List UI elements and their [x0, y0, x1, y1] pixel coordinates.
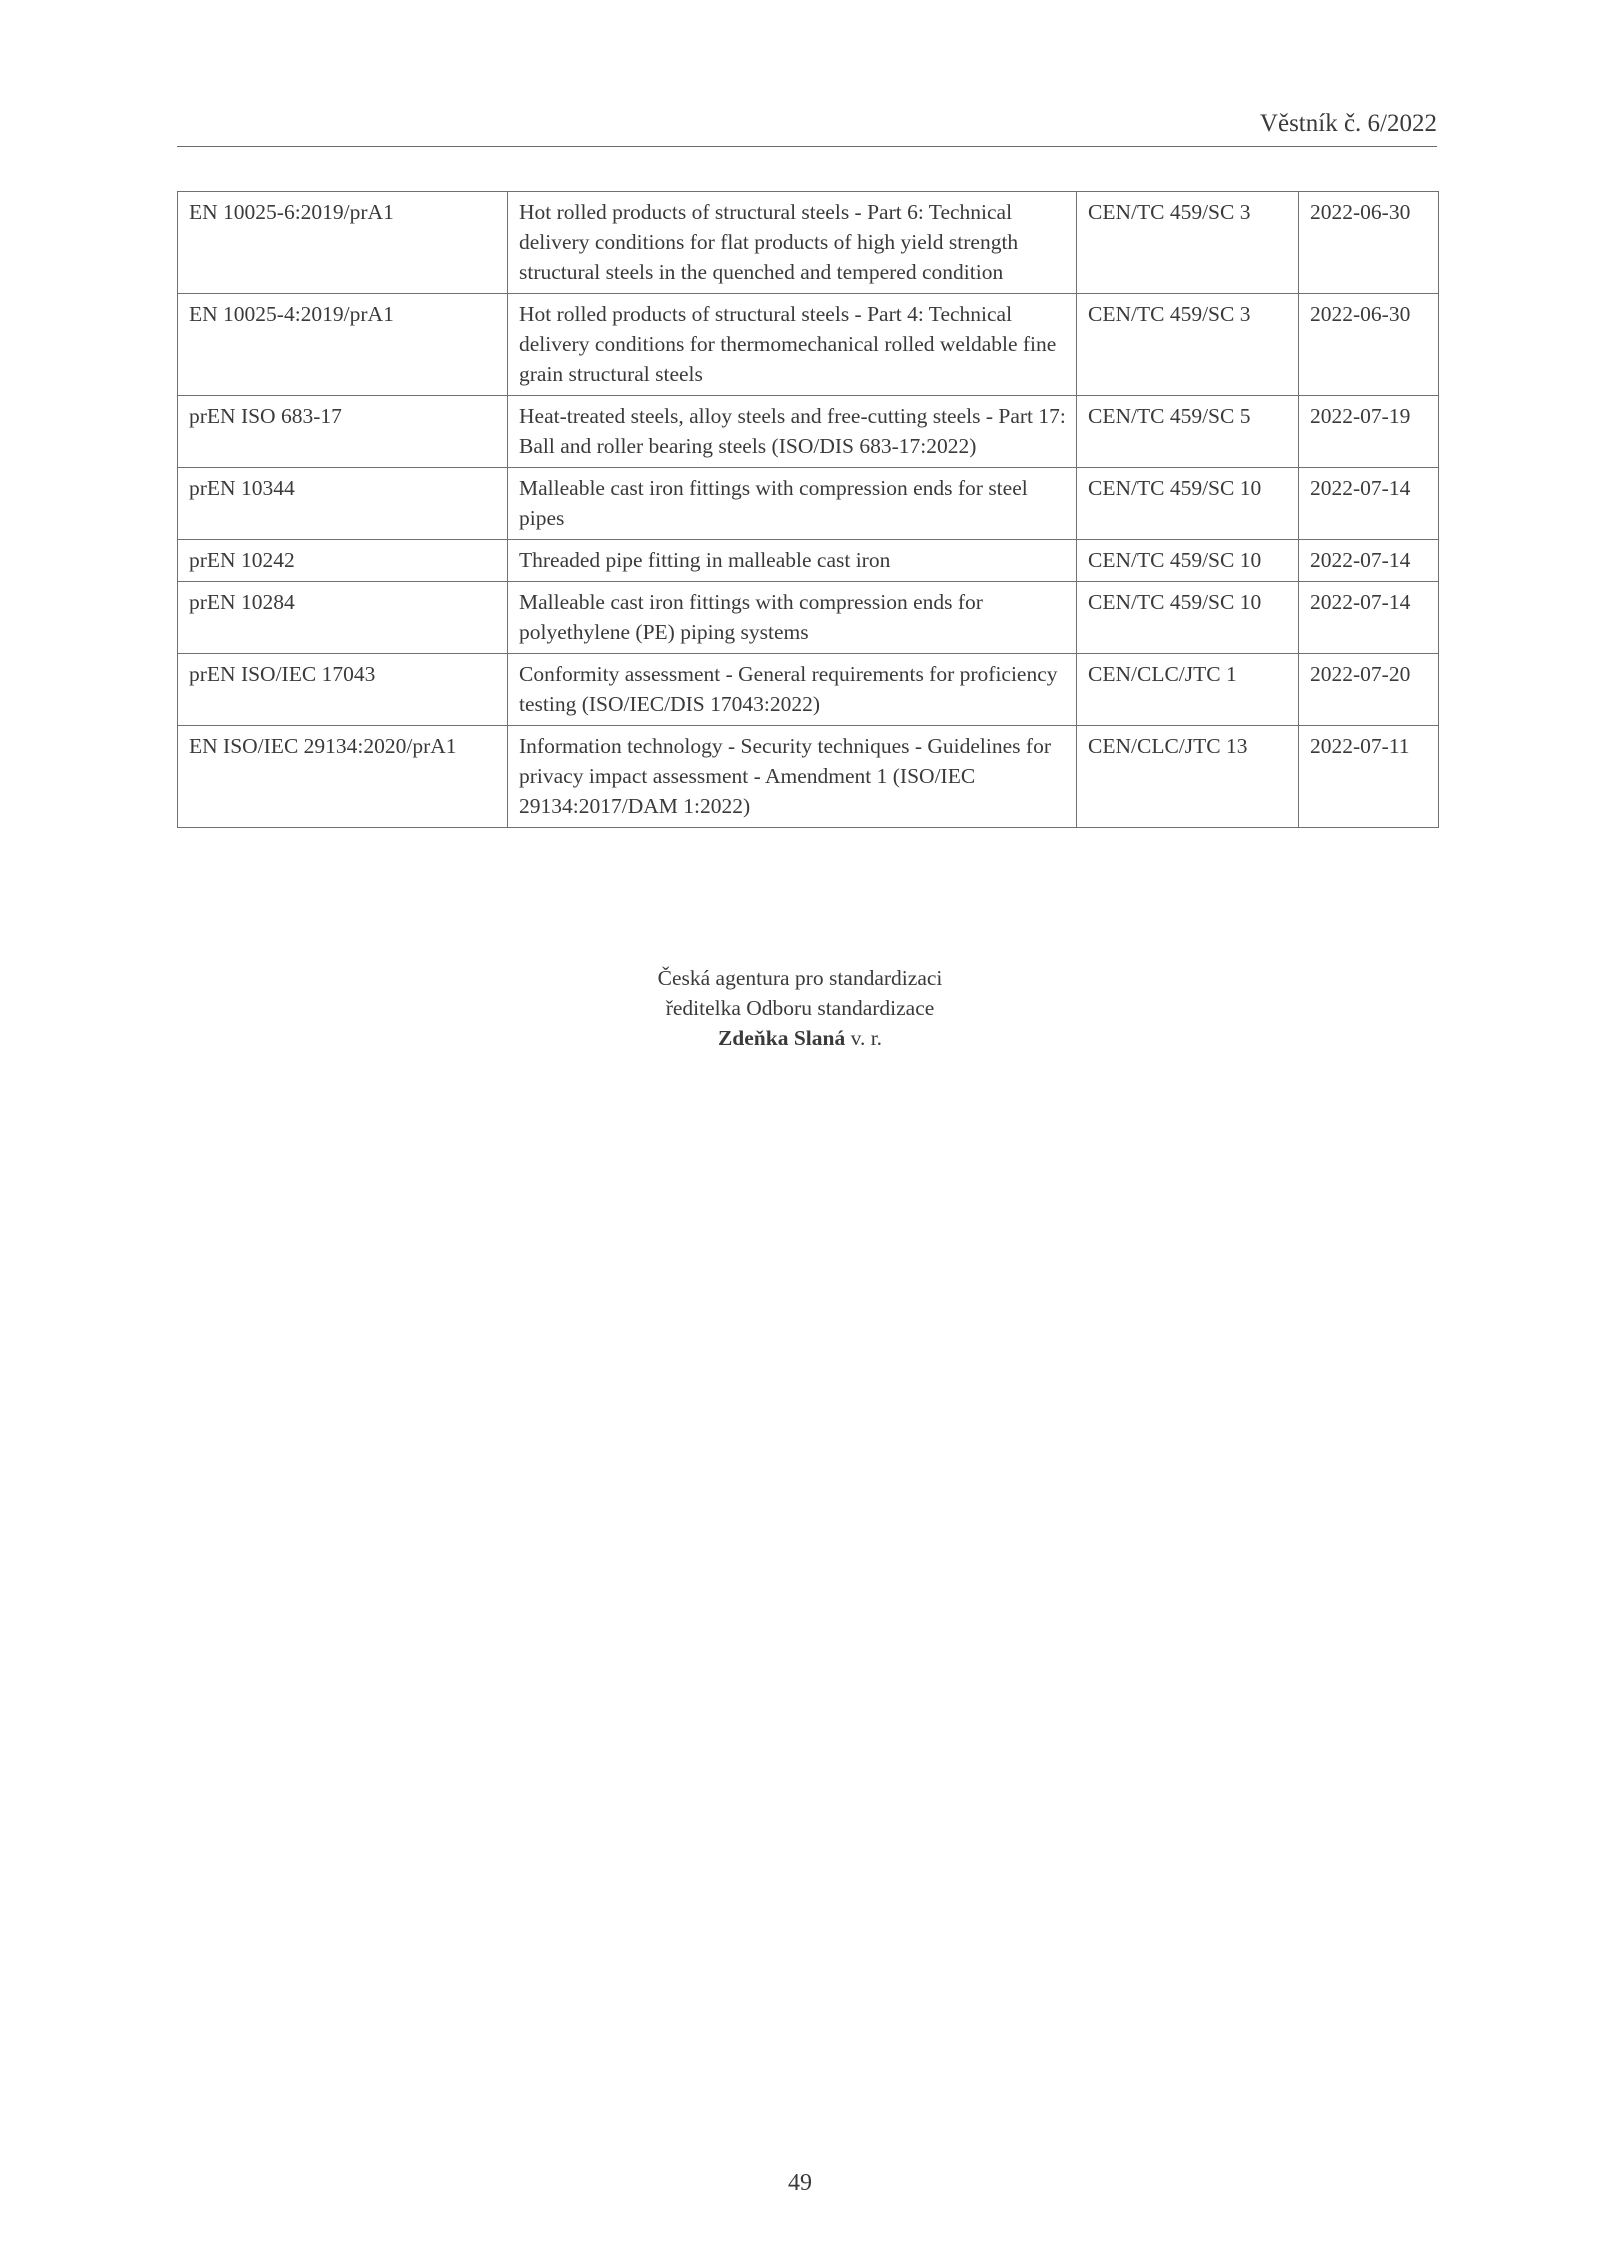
- standard-code-cell: EN 10025-4:2019/prA1: [178, 294, 508, 396]
- committee-cell: CEN/CLC/JTC 1: [1077, 654, 1299, 726]
- table-row: [178, 192, 1439, 294]
- signature-suffix: v. r.: [845, 1026, 883, 1050]
- standard-title-cell: Conformity assessment - General requirements for proficiency testing (ISO/IEC/DIS 17043:2022): [508, 654, 1077, 726]
- committee-cell: CEN/TC 459/SC 5: [1077, 396, 1299, 468]
- committee-cell: CEN/TC 459/SC 10: [1077, 540, 1299, 582]
- signature-organization: Česká agentura pro standardizaci: [657, 966, 943, 990]
- standard-title-cell: Heat-treated steels, alloy steels and free-cutting steels - Part 17: Ball and roller bearing steels (ISO/DIS 683-17:2022): [508, 396, 1077, 468]
- standard-title-cell: Malleable cast iron fittings with compression ends for polyethylene (PE) piping systems: [508, 582, 1077, 654]
- standard-code-cell: prEN 10284: [178, 582, 508, 654]
- date-cell: 2022-07-19: [1299, 396, 1439, 468]
- table-row: [178, 582, 1439, 654]
- table-row: [178, 294, 1439, 396]
- journal-issue-title: Věstník č. 6/2022: [1259, 110, 1437, 137]
- standard-code-cell: prEN ISO 683-17: [178, 396, 508, 468]
- standard-code-cell: prEN ISO/IEC 17043: [178, 654, 508, 726]
- signature-name: Zdeňka Slaná: [717, 1026, 846, 1050]
- standards-table: [177, 191, 1439, 828]
- date-cell: 2022-07-14: [1299, 468, 1439, 540]
- standard-code-cell: prEN 10242: [178, 540, 508, 582]
- committee-cell: CEN/TC 459/SC 3: [1077, 192, 1299, 294]
- date-cell: 2022-07-14: [1299, 582, 1439, 654]
- standard-code-cell: EN 10025-6:2019/prA1: [178, 192, 508, 294]
- committee-cell: CEN/CLC/JTC 13: [1077, 726, 1299, 828]
- standard-title-cell: Malleable cast iron fittings with compression ends for steel pipes: [508, 468, 1077, 540]
- table-row: [178, 396, 1439, 468]
- date-cell: 2022-06-30: [1299, 294, 1439, 396]
- standard-title-cell: Threaded pipe fitting in malleable cast iron: [508, 540, 1077, 582]
- date-cell: 2022-07-14: [1299, 540, 1439, 582]
- table-row: [178, 654, 1439, 726]
- committee-cell: CEN/TC 459/SC 10: [1077, 582, 1299, 654]
- committee-cell: CEN/TC 459/SC 3: [1077, 294, 1299, 396]
- standard-title-cell: Hot rolled products of structural steels - Part 4: Technical delivery conditions for thermomechanical rolled weldable fine grain structural steels: [508, 294, 1077, 396]
- page-number: 49: [788, 2170, 812, 2196]
- table-row: [178, 726, 1439, 828]
- table-row: [178, 468, 1439, 540]
- committee-cell: CEN/TC 459/SC 10: [1077, 468, 1299, 540]
- date-cell: 2022-07-20: [1299, 654, 1439, 726]
- signature-block: [0, 963, 1600, 1053]
- table-row: [178, 540, 1439, 582]
- standard-title-cell: Hot rolled products of structural steels - Part 6: Technical delivery conditions for flat products of high yield strength structural steels in the quenched and tempered condition: [508, 192, 1077, 294]
- signature-line: [0, 1023, 1600, 1053]
- standard-title-cell: Information technology - Security techniques - Guidelines for privacy impact assessment - Amendment 1 (ISO/IEC 29134:2017/DAM 1:2022): [508, 726, 1077, 828]
- date-cell: 2022-06-30: [1299, 192, 1439, 294]
- standard-code-cell: EN ISO/IEC 29134:2020/prA1: [178, 726, 508, 828]
- signature-role: ředitelka Odboru standardizace: [665, 996, 935, 1020]
- date-cell: 2022-07-11: [1299, 726, 1439, 828]
- page-header: [177, 108, 1437, 147]
- standard-code-cell: prEN 10344: [178, 468, 508, 540]
